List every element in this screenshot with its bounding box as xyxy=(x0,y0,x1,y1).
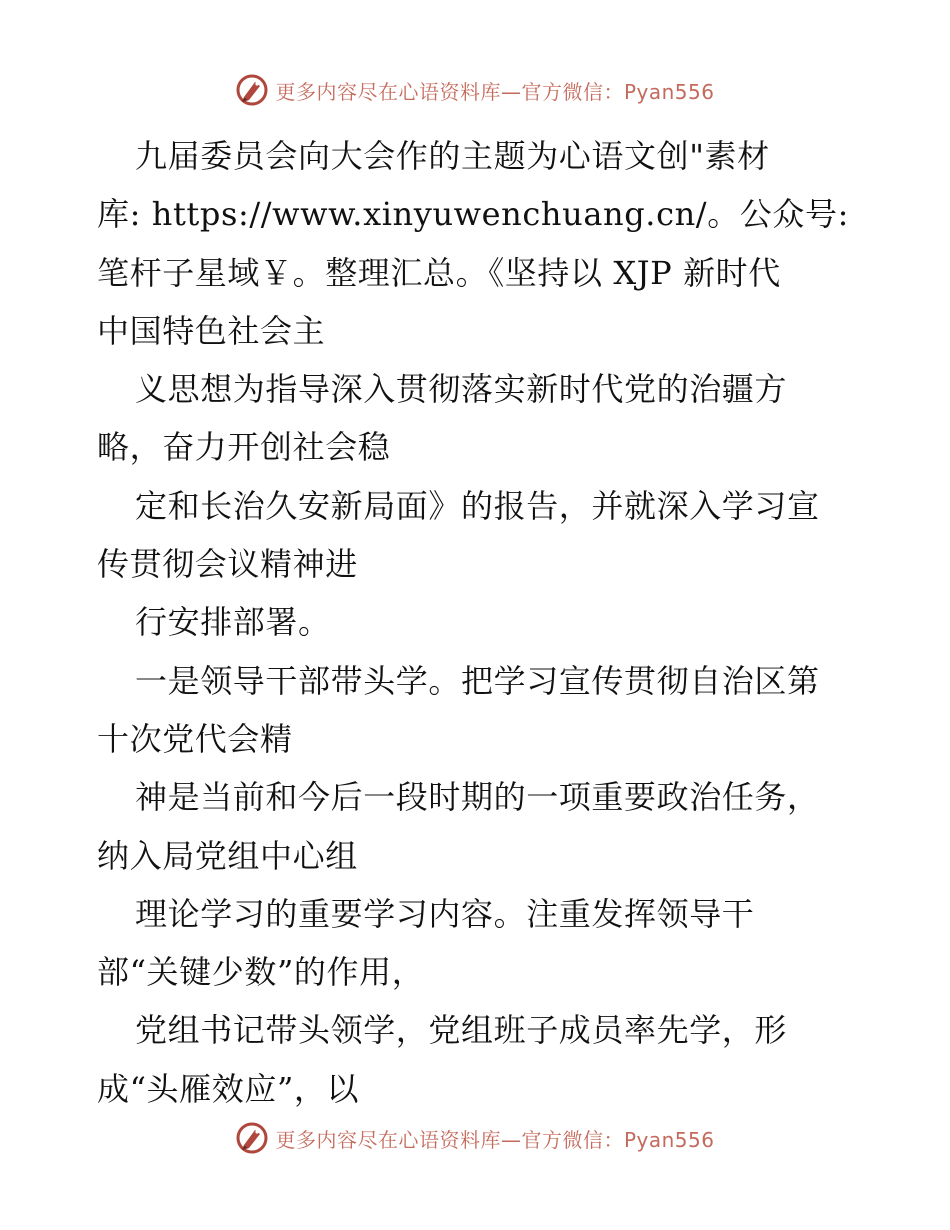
text-line: 九届委员会向大会作的主题为心语文创"素材 xyxy=(135,137,770,175)
text-line: 库: https://www.xinyuwenchuang.cn/。公众号: xyxy=(97,195,849,234)
header-banner xyxy=(0,70,950,110)
text-line: 一是领导干部带头学。把学习宣传贯彻自治区第 xyxy=(135,661,820,700)
text-line: 中国特色社会主 xyxy=(97,311,326,350)
text-line: 理论学习的重要学习内容。注重发挥领导干 xyxy=(135,894,755,933)
pen-logo-icon xyxy=(235,73,269,107)
text-line: 义思想为指导深入贯彻落实新时代党的治疆方 xyxy=(135,370,788,409)
text-line: 定和长治久安新局面》的报告，并就深入学习宣 xyxy=(135,486,820,525)
text-line: 神是当前和今后一段时期的一项重要政治任务， xyxy=(135,778,820,817)
footer-banner xyxy=(0,1118,950,1158)
pen-logo-icon xyxy=(235,1121,269,1155)
header-banner-content xyxy=(235,73,714,107)
text-line: 行安排部署。 xyxy=(135,603,331,642)
document-body xyxy=(97,127,857,1118)
footer-banner-content xyxy=(235,1121,714,1155)
text-line: 纳入局党组中心组 xyxy=(97,836,358,875)
text-line: 略，奋力开创社会稳 xyxy=(97,428,391,467)
text-line: 部“关键少数”的作用， xyxy=(97,953,425,992)
text-line: 党组书记带头领学，党组班子成员率先学，形 xyxy=(135,1011,788,1050)
header-banner-text: 更多内容尽在心语资料库—官方微信：Pyan556 xyxy=(275,79,715,104)
text-line: 笔杆子星域￥。整理汇总。《坚持以 XJP 新时代 xyxy=(97,253,781,292)
footer-banner-text: 更多内容尽在心语资料库—官方微信：Pyan556 xyxy=(275,1127,715,1152)
text-line: 传贯彻会议精神进 xyxy=(97,545,358,584)
text-line: 十次党代会精 xyxy=(97,719,293,758)
text-line: 成“头雁效应”，以 xyxy=(97,1069,360,1108)
